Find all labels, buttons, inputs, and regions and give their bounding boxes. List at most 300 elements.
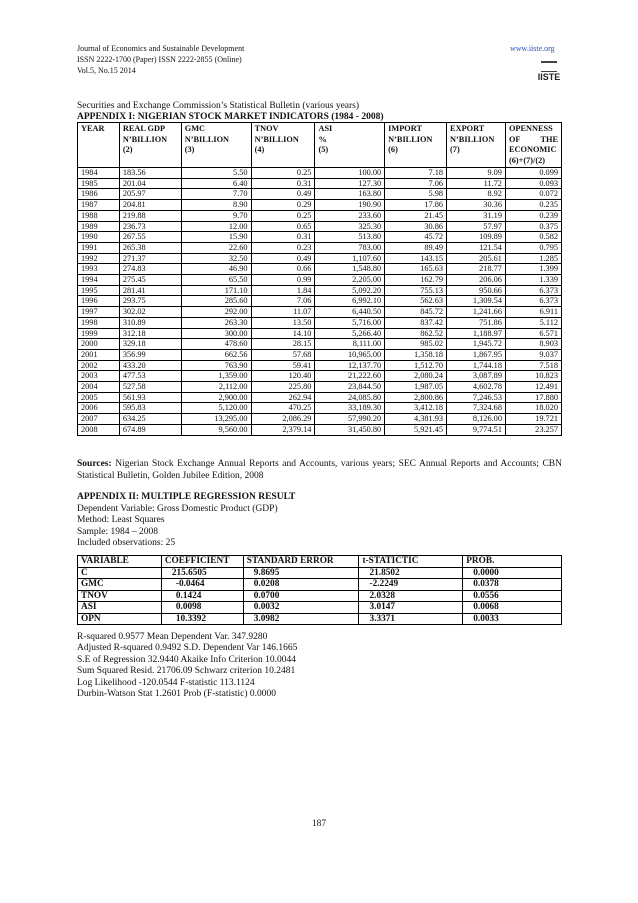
table-cell: 1985 — [78, 178, 120, 189]
table-cell: 0.375 — [505, 221, 561, 232]
table-cell: 0.65 — [251, 221, 315, 232]
column-header-line: REAL GDP — [122, 124, 166, 133]
table-row — [78, 168, 562, 179]
table-cell: 32.50 — [181, 253, 251, 264]
table-cell: 12,137.70 — [315, 360, 385, 371]
table-cell: 0.0098 — [161, 602, 243, 614]
table-cell: 0.25 — [251, 168, 315, 179]
table-cell: -0.0464 — [161, 579, 243, 591]
table-row — [78, 339, 562, 350]
table-row — [78, 296, 562, 307]
table-cell: 1998 — [78, 317, 120, 328]
table-cell: 478.60 — [181, 339, 251, 350]
table-cell: 837.42 — [385, 317, 447, 328]
table-cell: 0.1424 — [161, 590, 243, 602]
table-row — [78, 210, 562, 221]
table-cell: 1.285 — [505, 253, 561, 264]
table-cell: 1987 — [78, 200, 120, 211]
column-header: STANDARD ERROR — [243, 556, 359, 568]
journal-volume: Vol.5, No.15 2014 — [77, 66, 136, 75]
table-row — [78, 275, 562, 286]
column-header-line: (7) — [450, 145, 460, 154]
table-cell: 356.99 — [119, 349, 181, 360]
table-cell: 267.55 — [119, 232, 181, 243]
table-cell: 1999 — [78, 328, 120, 339]
table-cell: 0.0033 — [463, 613, 562, 625]
table-cell: 10.823 — [505, 371, 561, 382]
table-cell: 219.88 — [119, 210, 181, 221]
column-header-line: YEAR — [81, 124, 105, 133]
table-cell: 7.06 — [385, 178, 447, 189]
table-cell: 845.72 — [385, 307, 447, 318]
table-cell: 9.037 — [505, 349, 561, 360]
table-cell: 4,381.93 — [385, 414, 447, 425]
table-cell: TNOV — [78, 590, 162, 602]
iiste-logo-icon — [536, 60, 562, 82]
table-row — [78, 189, 562, 200]
stat-line: Durbin-Watson Stat 1.2601 Prob (F-statistic) 0.0000 — [77, 689, 276, 700]
table-cell: 0.0378 — [463, 579, 562, 591]
table-cell: 5,120.00 — [181, 403, 251, 414]
table-cell: 4,602.78 — [447, 382, 506, 393]
table-cell: 165.63 — [385, 264, 447, 275]
table-cell: 0.25 — [251, 210, 315, 221]
table-row — [78, 242, 562, 253]
column-header: COEFFICIENT — [161, 556, 243, 568]
table-cell: 205.97 — [119, 189, 181, 200]
table-cell: 13.50 — [251, 317, 315, 328]
table-row — [78, 382, 562, 393]
table-cell: 7.518 — [505, 360, 561, 371]
regression-block — [77, 492, 295, 550]
table-cell: 57.97 — [447, 221, 506, 232]
table-row — [78, 602, 562, 614]
table-cell: 3.0147 — [359, 602, 463, 614]
table-row — [78, 264, 562, 275]
table-cell: 1994 — [78, 275, 120, 286]
column-header-line: TNOV — [254, 124, 279, 133]
table-cell: 8.90 — [181, 200, 251, 211]
table-cell: 190.90 — [315, 200, 385, 211]
table-cell: 46.90 — [181, 264, 251, 275]
reg-line-dependent: Dependent Variable: Gross Domestic Product (GDP) — [77, 503, 278, 514]
table-cell: 265.38 — [119, 242, 181, 253]
table-cell: 14.10 — [251, 328, 315, 339]
table-cell: 215.6505 — [161, 567, 243, 579]
table-cell: 206.06 — [447, 275, 506, 286]
table-header-row — [78, 123, 562, 168]
stat-line: Sum Squared Resid. 21706.09 Schwarz criterion 10.2481 — [77, 666, 296, 677]
table-row — [78, 414, 562, 425]
table-cell: 1.399 — [505, 264, 561, 275]
appendix2-title: APPENDIX II: MULTIPLE REGRESSION RESULT — [77, 492, 296, 502]
table-cell: 271.37 — [119, 253, 181, 264]
table-cell: GMC — [78, 579, 162, 591]
reg-line-sample: Sample: 1984 – 2008 — [77, 526, 159, 537]
table-row — [78, 613, 562, 625]
column-header — [447, 123, 506, 168]
table-cell: 121.54 — [447, 242, 506, 253]
table-cell: 65.50 — [181, 275, 251, 286]
table-cell: 183.56 — [119, 168, 181, 179]
table-cell: 0.795 — [505, 242, 561, 253]
column-header: VARIABLE — [78, 556, 162, 568]
table-cell: 561.93 — [119, 392, 181, 403]
table-cell: 1984 — [78, 168, 120, 179]
column-header-line: N’BILLION — [450, 134, 495, 144]
sources-note — [77, 458, 562, 482]
table-cell: 1,867.95 — [447, 349, 506, 360]
table-cell: 5.112 — [505, 317, 561, 328]
table-cell: 662.56 — [181, 349, 251, 360]
table-cell: 2,112.00 — [181, 382, 251, 393]
table-cell: ASI — [78, 602, 162, 614]
table-cell: 163.80 — [315, 189, 385, 200]
table-cell: 5.50 — [181, 168, 251, 179]
intro-block — [77, 101, 384, 123]
table-cell: 0.23 — [251, 242, 315, 253]
table-cell: 21,222.60 — [315, 371, 385, 382]
stat-line: Log Likelihood -120.0544 F-statistic 113.1124 — [77, 677, 255, 688]
table-cell: 18.020 — [505, 403, 561, 414]
table-cell: 3,412.18 — [385, 403, 447, 414]
table-cell: 3.3371 — [359, 613, 463, 625]
table-cell: 5.98 — [385, 189, 447, 200]
table-cell: 31,450.80 — [315, 424, 385, 435]
table-cell: 1.339 — [505, 275, 561, 286]
regression-table — [77, 555, 562, 625]
table-cell: 6.571 — [505, 328, 561, 339]
journal-url-link[interactable]: www.iiste.org — [510, 44, 555, 53]
table-cell: 1,512.70 — [385, 360, 447, 371]
appendix1-title: APPENDIX I: NIGERIAN STOCK MARKET INDICATORS (1984 - 2008) — [77, 112, 384, 122]
table-cell: C — [78, 567, 162, 579]
column-header-line: N’BILLION — [184, 134, 230, 144]
table-cell: 0.49 — [251, 253, 315, 264]
table-cell: 8,111.00 — [315, 339, 385, 350]
column-header-line: (3) — [184, 145, 195, 154]
table-cell: 1988 — [78, 210, 120, 221]
column-header-line: (6)+(7)/(2) — [508, 155, 546, 165]
table-cell: 2002 — [78, 360, 120, 371]
table-cell: 33,189.30 — [315, 403, 385, 414]
table-row — [78, 579, 562, 591]
table-cell: 31.19 — [447, 210, 506, 221]
table-cell: 57.68 — [251, 349, 315, 360]
table-cell: 143.15 — [385, 253, 447, 264]
table-cell: 751.86 — [447, 317, 506, 328]
table-cell: 9.8695 — [243, 567, 359, 579]
table-cell: 9,774.51 — [447, 424, 506, 435]
table-cell: 201.04 — [119, 178, 181, 189]
table-cell: 0.31 — [251, 232, 315, 243]
table-cell: 7.18 — [385, 168, 447, 179]
table-cell: 5,921.45 — [385, 424, 447, 435]
table-row — [78, 317, 562, 328]
table-cell: 0.29 — [251, 200, 315, 211]
column-header — [78, 123, 120, 168]
table-cell: 17.880 — [505, 392, 561, 403]
table-cell: 674.89 — [119, 424, 181, 435]
journal-issn: ISSN 2222-1700 (Paper) ISSN 2222-2855 (Online) — [77, 55, 242, 64]
table-cell: 0.099 — [505, 168, 561, 179]
table-cell: 15.90 — [181, 232, 251, 243]
table-cell: 89.49 — [385, 242, 447, 253]
table-cell: 1995 — [78, 285, 120, 296]
table-cell: 8.903 — [505, 339, 561, 350]
table-cell: 0.582 — [505, 232, 561, 243]
table-cell: 0.0556 — [463, 590, 562, 602]
table-cell: 2,205.00 — [315, 275, 385, 286]
table-cell: 6.911 — [505, 307, 561, 318]
table-cell: 57,990.20 — [315, 414, 385, 425]
table-cell: 17.86 — [385, 200, 447, 211]
table-cell: 312.18 — [119, 328, 181, 339]
table-cell: 470.25 — [251, 403, 315, 414]
logo-text: IISTE — [537, 72, 561, 82]
table-row — [78, 221, 562, 232]
table-cell: 1990 — [78, 232, 120, 243]
table-cell: 302.02 — [119, 307, 181, 318]
table-cell: 0.239 — [505, 210, 561, 221]
table-cell: 7.06 — [251, 296, 315, 307]
table-row — [78, 567, 562, 579]
column-header — [315, 123, 385, 168]
table-cell: 2,900.00 — [181, 392, 251, 403]
indicators-table — [77, 122, 562, 436]
table-row — [78, 590, 562, 602]
table-row — [78, 232, 562, 243]
table-cell: 1,548.80 — [315, 264, 385, 275]
table-cell: 120.40 — [251, 371, 315, 382]
table-cell: OPN — [78, 613, 162, 625]
table-cell: 11.07 — [251, 307, 315, 318]
table-cell: 100.00 — [315, 168, 385, 179]
table-cell: 1,188.97 — [447, 328, 506, 339]
table-row — [78, 360, 562, 371]
table-cell: 310.89 — [119, 317, 181, 328]
table-cell: 1,358.18 — [385, 349, 447, 360]
table-cell: 0.0000 — [463, 567, 562, 579]
table-cell: 2,379.14 — [251, 424, 315, 435]
column-header-line: OPENNESS — [508, 124, 553, 133]
table-cell: 30.36 — [447, 200, 506, 211]
table-cell: 329.18 — [119, 339, 181, 350]
table-cell: 0.0068 — [463, 602, 562, 614]
table-cell: 1,107.60 — [315, 253, 385, 264]
column-header-line: (5) — [318, 145, 329, 154]
table-row — [78, 253, 562, 264]
table-cell: 2007 — [78, 414, 120, 425]
table-cell: 2004 — [78, 382, 120, 393]
table-cell: 595.83 — [119, 403, 181, 414]
table-cell: 5,092.20 — [315, 285, 385, 296]
table-row — [78, 328, 562, 339]
table-cell: 2,080.24 — [385, 371, 447, 382]
table-cell: 11.72 — [447, 178, 506, 189]
table-cell: 28.15 — [251, 339, 315, 350]
table-cell: 527.58 — [119, 382, 181, 393]
stat-line: R-squared 0.9577 Mean Dependent Var. 347.9280 — [77, 632, 268, 642]
table-cell: 225.80 — [251, 382, 315, 393]
table-cell: 5,266.40 — [315, 328, 385, 339]
regression-stats — [77, 632, 297, 700]
table-cell: 12.491 — [505, 382, 561, 393]
column-header: t-STATICTIC — [359, 556, 463, 568]
column-header — [119, 123, 181, 168]
table-cell: 763.90 — [181, 360, 251, 371]
sources-text: Nigerian Stock Exchange Annual Reports and Accounts, various years; SEC Annual Reports and Accounts; CBN Statistical Bulletin, Golden Jubilee Edition, 2008 — [77, 459, 562, 481]
table-cell: 950.66 — [447, 285, 506, 296]
table-cell: 2,086.29 — [251, 414, 315, 425]
table-cell: 1992 — [78, 253, 120, 264]
table-cell: 5,716.00 — [315, 317, 385, 328]
table-cell: 2003 — [78, 371, 120, 382]
table-cell: 1,309.54 — [447, 296, 506, 307]
table-cell: 1,241.66 — [447, 307, 506, 318]
table-cell: 755.13 — [385, 285, 447, 296]
table-cell: 7.70 — [181, 189, 251, 200]
table-cell: 3.0982 — [243, 613, 359, 625]
table-cell: 6.373 — [505, 285, 561, 296]
table-cell: 19.721 — [505, 414, 561, 425]
stat-line: Adjusted R-squared 0.9492 S.D. Dependent Var 146.1665 — [77, 643, 298, 654]
intro-line: Securities and Exchange Commission’s Statistical Bulletin (various years) — [77, 101, 360, 111]
table-cell: 0.49 — [251, 189, 315, 200]
table-cell: 0.093 — [505, 178, 561, 189]
journal-header — [77, 43, 244, 76]
table-cell: 21.45 — [385, 210, 447, 221]
table-cell: 23.257 — [505, 424, 561, 435]
table-cell: 1,945.72 — [447, 339, 506, 350]
table-cell: 862.52 — [385, 328, 447, 339]
table-cell: 1997 — [78, 307, 120, 318]
column-header — [385, 123, 447, 168]
table-cell: -2.2249 — [359, 579, 463, 591]
table-cell: 204.81 — [119, 200, 181, 211]
table-cell: 263.30 — [181, 317, 251, 328]
table-cell: 7,246.53 — [447, 392, 506, 403]
table-cell: 233.60 — [315, 210, 385, 221]
table-row — [78, 307, 562, 318]
column-header-line: GMC — [184, 124, 206, 133]
table-cell: 285.60 — [181, 296, 251, 307]
table-cell: 292.00 — [181, 307, 251, 318]
table-row — [78, 403, 562, 414]
table-cell: 985.02 — [385, 339, 447, 350]
table-cell: 23,844.50 — [315, 382, 385, 393]
column-header — [505, 123, 561, 168]
table-cell: 6.40 — [181, 178, 251, 189]
column-header — [181, 123, 251, 168]
table-cell: 634.25 — [119, 414, 181, 425]
table-cell: 1993 — [78, 264, 120, 275]
table-row — [78, 285, 562, 296]
table-cell: 783.00 — [315, 242, 385, 253]
column-header-line: N’BILLION — [388, 134, 433, 144]
table-cell: 325.30 — [315, 221, 385, 232]
sources-label: Sources: — [77, 459, 112, 469]
column-header-line: EXPORT — [450, 124, 485, 133]
column-header-line: IMPORT — [388, 124, 422, 133]
column-header-line: (6) — [388, 145, 398, 154]
table-cell: 218.77 — [447, 264, 506, 275]
table-row — [78, 200, 562, 211]
table-header-row — [78, 556, 562, 568]
table-cell: 2006 — [78, 403, 120, 414]
table-cell: 262.94 — [251, 392, 315, 403]
column-header-line: (4) — [254, 145, 265, 154]
table-cell: 1,987.05 — [385, 382, 447, 393]
table-cell: 281.41 — [119, 285, 181, 296]
table-cell: 433.20 — [119, 360, 181, 371]
table-cell: 10.3392 — [161, 613, 243, 625]
table-cell: 162.79 — [385, 275, 447, 286]
table-cell: 0.235 — [505, 200, 561, 211]
table-cell: 2000 — [78, 339, 120, 350]
table-cell: 293.75 — [119, 296, 181, 307]
table-cell: 1996 — [78, 296, 120, 307]
table-cell: 8.92 — [447, 189, 506, 200]
column-header-line: ASI — [318, 124, 333, 133]
table-cell: 171.10 — [181, 285, 251, 296]
table-cell: 274.83 — [119, 264, 181, 275]
table-cell: 8,126.00 — [447, 414, 506, 425]
table-cell: 13,295.00 — [181, 414, 251, 425]
table-cell: 22.60 — [181, 242, 251, 253]
table-row — [78, 424, 562, 435]
page-number: 187 — [311, 819, 327, 829]
column-header-line: % — [318, 134, 327, 144]
table-cell: 1986 — [78, 189, 120, 200]
table-cell: 513.80 — [315, 232, 385, 243]
table-cell: 21.8502 — [359, 567, 463, 579]
table-cell: 275.45 — [119, 275, 181, 286]
table-cell: 0.66 — [251, 264, 315, 275]
table-cell: 12.00 — [181, 221, 251, 232]
table-cell: 10,965.00 — [315, 349, 385, 360]
table-row — [78, 392, 562, 403]
table-cell: 0.0032 — [243, 602, 359, 614]
table-cell: 0.31 — [251, 178, 315, 189]
table-cell: 45.72 — [385, 232, 447, 243]
table-cell: 59.41 — [251, 360, 315, 371]
column-header — [251, 123, 315, 168]
table-cell: 6.373 — [505, 296, 561, 307]
table-cell: 0.99 — [251, 275, 315, 286]
column-header: PROB. — [463, 556, 562, 568]
table-cell: 6,440.50 — [315, 307, 385, 318]
table-cell: 1,744.18 — [447, 360, 506, 371]
table-cell: 2,800.86 — [385, 392, 447, 403]
table-cell: 2.0328 — [359, 590, 463, 602]
table-cell: 24,085.80 — [315, 392, 385, 403]
table-row — [78, 349, 562, 360]
table-cell: 1,359.00 — [181, 371, 251, 382]
table-cell: 3,087.89 — [447, 371, 506, 382]
table-row — [78, 371, 562, 382]
reg-line-observations: Included observations: 25 — [77, 538, 176, 548]
reg-line-method: Method: Least Squares — [77, 515, 165, 525]
table-cell: 7,324.68 — [447, 403, 506, 414]
table-cell: 236.73 — [119, 221, 181, 232]
column-header-line: N’BILLION — [254, 134, 299, 144]
table-cell: 300.00 — [181, 328, 251, 339]
table-cell: 0.0208 — [243, 579, 359, 591]
column-header-line: (2) — [122, 145, 133, 154]
table-cell: 1989 — [78, 221, 120, 232]
table-cell: 9.70 — [181, 210, 251, 221]
